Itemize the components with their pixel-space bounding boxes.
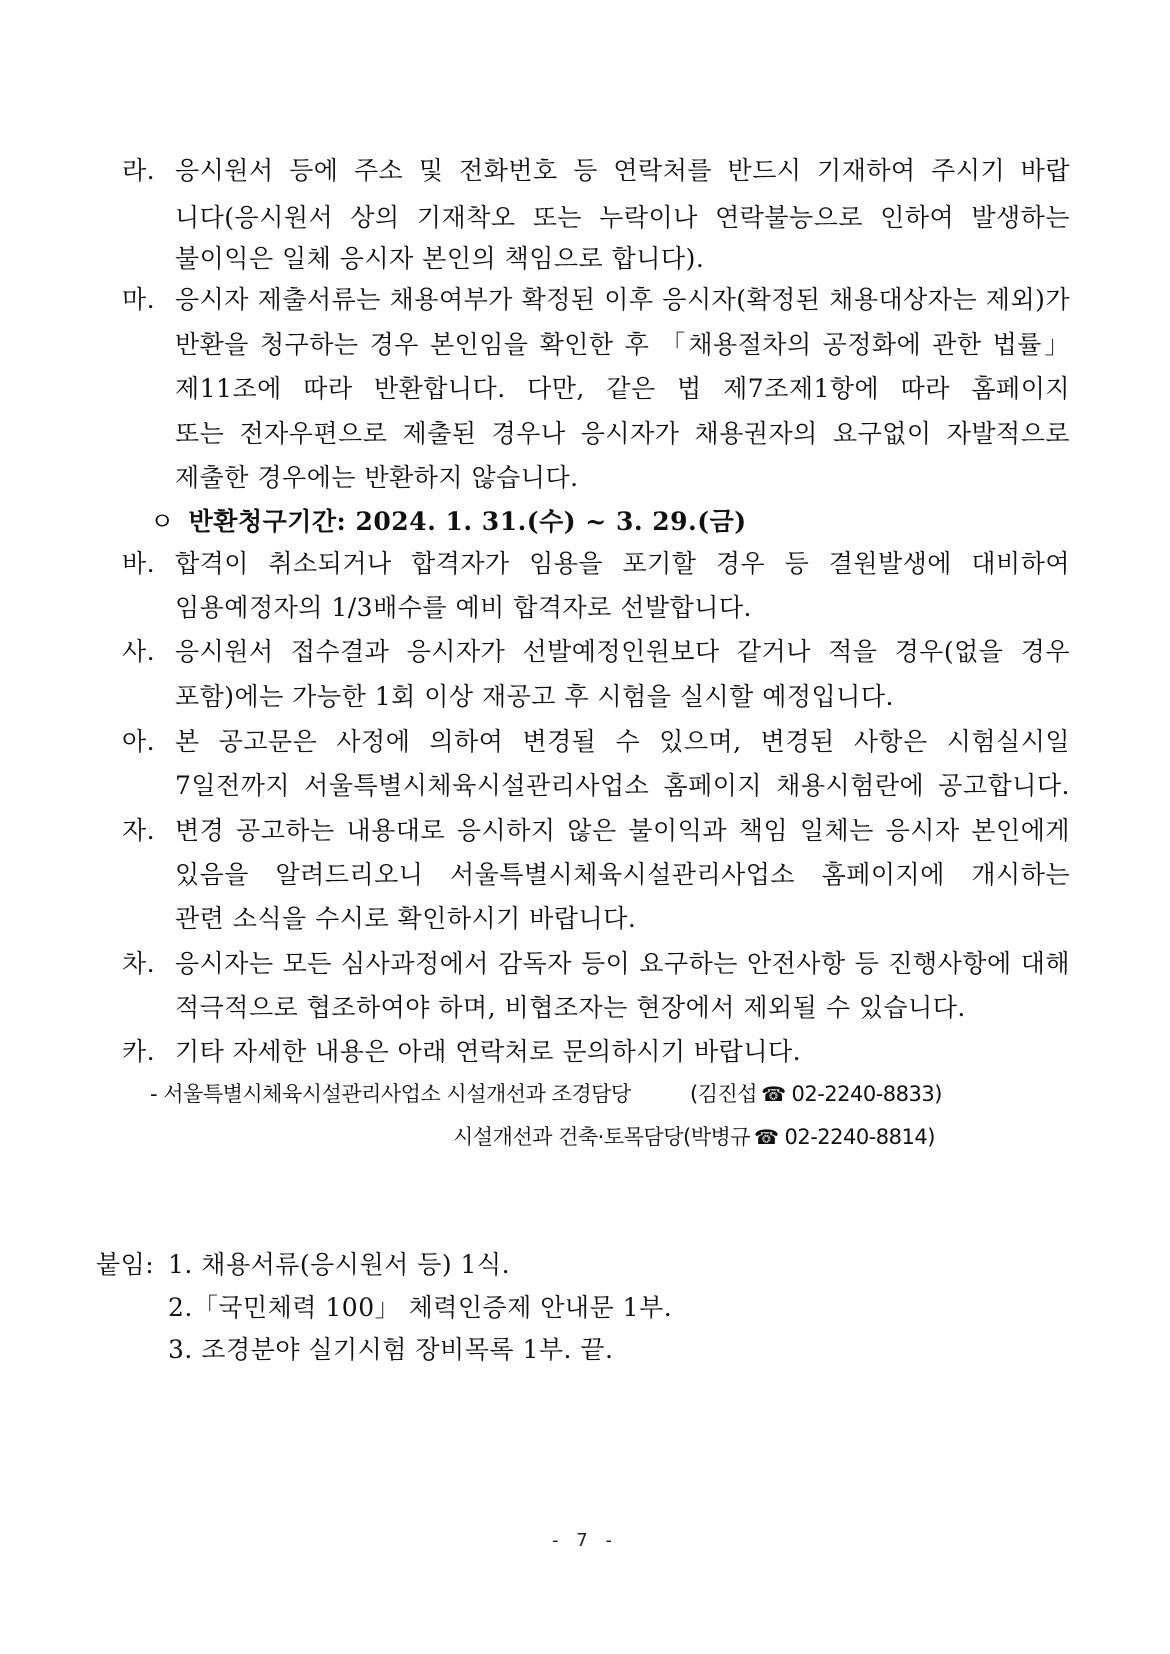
section-ba-line-2: 임용예정자의 1/3배수를 예비 합격자로 선발합니다.	[175, 593, 752, 622]
contact-person-landscape	[690, 1080, 942, 1108]
section-ja-line-1: 변경 공고하는 내용대로 응시하지 않은 불이익과 책임 일체는 응시자 본인에게	[175, 816, 1070, 845]
telephone-icon: ☎	[754, 1125, 779, 1149]
section-cha-line-2: 적극적으로 협조하여야 하며, 비협조자는 현장에서 제외될 수 있습니다.	[175, 993, 966, 1022]
bullet-circle-icon: ㅇ	[150, 507, 175, 536]
return-period-value: 2024. 1. 31.(수) ~ 3. 29.(금)	[355, 507, 747, 536]
contact-department-name: 시설개선과 건축·토목담당(박병규	[453, 1125, 751, 1149]
section-marker-ra: 라.	[122, 156, 156, 185]
section-marker-ja: 자.	[122, 816, 156, 845]
contact-phone: 02-2240-8814)	[784, 1125, 935, 1149]
section-ja-line-3: 관련 소식을 수시로 확인하시기 바랍니다.	[175, 904, 637, 933]
section-ma-line-3: 제11조에 따라 반환합니다. 다만, 같은 법 제7조제1항에 따라 홈페이지	[175, 374, 1070, 403]
section-marker-ka: 카.	[122, 1037, 156, 1066]
section-ba-line-1: 합격이 취소되거나 합격자가 임용을 포기할 경우 등 결원발생에 대비하여	[175, 549, 1070, 578]
section-ma-line-5: 제출한 경우에는 반환하지 않습니다.	[175, 463, 579, 492]
attachment-item-3: 3. 조경분야 실기시험 장비목록 1부. 끝.	[168, 1335, 614, 1364]
section-ma-line-1: 응시자 제출서류는 채용여부가 확정된 이후 응시자(확정된 채용대상자는 제외)가	[175, 285, 1070, 314]
section-marker-sa: 사.	[122, 637, 156, 666]
return-period	[150, 507, 747, 537]
contact-phone: 02-2240-8833)	[791, 1082, 942, 1106]
section-sa-line-2: 포함)에는 가능한 1회 이상 재공고 후 시험을 실시할 예정입니다.	[175, 682, 894, 711]
section-ra-line-1: 응시원서 등에 주소 및 전화번호 등 연락처를 반드시 기재하여 주시기 바랍	[175, 156, 1070, 185]
section-ra-line-2: 니다(응시원서 상의 기재착오 또는 누락이나 연락불능으로 인하여 발생하는	[175, 203, 1070, 232]
section-cha-line-1: 응시자는 모든 심사과정에서 감독자 등이 요구하는 안전사항 등 진행사항에 대해	[175, 949, 1070, 978]
return-period-label: 반환청구기간:	[188, 507, 347, 536]
section-ja-line-2: 있음을 알려드리오니 서울특별시체육시설관리사업소 홈페이지에 개시하는	[175, 860, 1070, 889]
attachment-item-2: 2.「국민체력 100」 체력인증제 안내문 1부.	[168, 1293, 673, 1322]
section-marker-a: 아.	[122, 727, 156, 756]
attachments-label: 붙임:	[96, 1250, 155, 1279]
attachment-item-1: 1. 채용서류(응시원서 등) 1식.	[168, 1250, 511, 1279]
section-a-line-1: 본 공고문은 사정에 의하여 변경될 수 있으며, 변경된 사항은 시험실시일	[175, 727, 1070, 756]
section-marker-cha: 차.	[122, 949, 156, 978]
telephone-icon: ☎	[761, 1082, 786, 1106]
contact-line-civil	[453, 1123, 935, 1151]
contact-name: (김진섭	[690, 1082, 758, 1106]
section-marker-ma: 마.	[122, 285, 156, 314]
section-a-line-2: 7일전까지 서울특별시체육시설관리사업소 홈페이지 채용시험란에 공고합니다.	[175, 771, 1070, 800]
section-ka-line-1: 기타 자세한 내용은 아래 연락처로 문의하시기 바랍니다.	[175, 1037, 802, 1066]
contact-department: - 서울특별시체육시설관리사업소 시설개선과 조경담당	[150, 1082, 631, 1106]
section-sa-line-1: 응시원서 접수결과 응시자가 선발예정인원보다 같거나 적을 경우(없을 경우	[175, 637, 1070, 666]
section-marker-ba: 바.	[122, 549, 156, 578]
section-ma-line-2: 반환을 청구하는 경우 본인임을 확인한 후 「채용절차의 공정화에 관한 법률」	[175, 330, 1070, 359]
section-ra-line-3: 불이익은 일체 응시자 본인의 책임으로 합니다).	[175, 244, 705, 273]
page-number: - 7 -	[552, 1530, 618, 1551]
section-ma-line-4: 또는 전자우편으로 제출된 경우나 응시자가 채용권자의 요구없이 자발적으로	[175, 419, 1070, 448]
contact-line-landscape	[150, 1080, 631, 1108]
